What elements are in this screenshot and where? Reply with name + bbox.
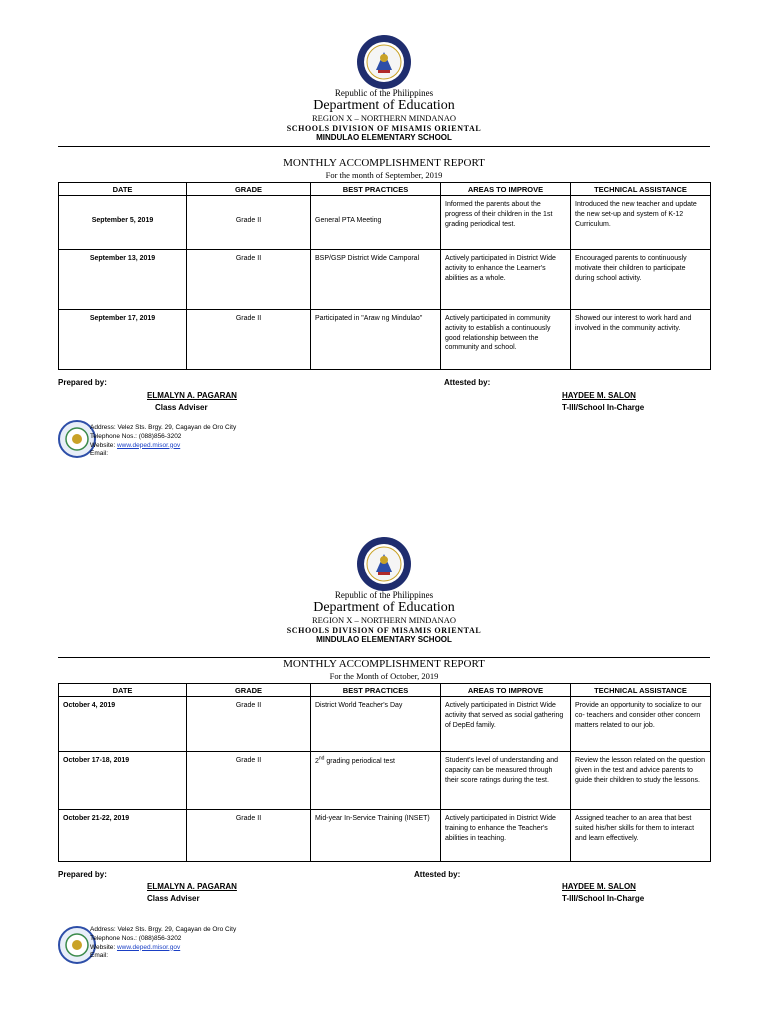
col-grade: GRADE <box>187 684 311 697</box>
cell-grade: Grade II <box>187 310 311 370</box>
division-line: SCHOOLS DIVISION OF MISAMIS ORIENTAL <box>286 626 482 636</box>
cell-practice <box>311 752 441 810</box>
division-line: SCHOOLS DIVISION OF MISAMIS ORIENTAL <box>286 124 482 134</box>
region-line: REGION X – NORTHERN MINDANAO <box>312 615 456 626</box>
website-line <box>90 442 236 451</box>
col-grade: GRADE <box>187 183 311 196</box>
cell-practice: District World Teacher's Day <box>311 697 441 752</box>
prepared-by-label: Prepared by: <box>58 378 107 387</box>
practice-number: 2nd grading periodical test <box>315 756 395 766</box>
letterhead <box>0 88 768 143</box>
address-line: Address: Velez Sts. Brgy. 29, Cagayan de Oro City <box>90 424 237 431</box>
prepared-name: ELMALYN A. PAGARAN <box>147 391 237 400</box>
cell-assist: Assigned teacher to an area that best suited his/her skills for them to interact and learn effectively. <box>571 810 711 862</box>
region-line: REGION X – NORTHERN MINDANAO <box>312 113 456 124</box>
table-row <box>59 810 711 862</box>
col-best-practices: BEST PRACTICES <box>311 684 441 697</box>
cell-date: September 5, 2019 <box>59 196 187 250</box>
prepared-name: ELMALYN A. PAGARAN <box>147 882 237 891</box>
deped-seal-icon <box>356 34 412 90</box>
table-header-row <box>59 183 711 196</box>
email-line: Email: <box>90 952 109 960</box>
telephone-line: Telephone Nos.: (088)856-3202 <box>90 934 182 942</box>
cell-assist: Provide an opportunity to socialize to our co- teachers and consider other concern matters related to our job. <box>571 697 711 752</box>
prepared-title: Class Adviser <box>155 403 208 412</box>
cell-improve: Actively participated in District Wide training to enhance the Teacher's abilities in teaching. <box>441 810 571 862</box>
cell-improve: Student's level of understanding and capacity can be measured through their score ratings during the test. <box>441 752 571 810</box>
republic-line: Republic of the Philippines <box>334 590 434 600</box>
department-line: Department of Education <box>313 98 455 114</box>
website-label: Website: <box>90 943 117 951</box>
report-table <box>58 182 711 370</box>
prepared-title: Class Adviser <box>147 894 200 903</box>
letterhead <box>0 590 768 645</box>
attested-by-label: Attested by: <box>444 378 491 387</box>
report-table <box>58 683 711 862</box>
deped-seal-icon <box>356 536 412 592</box>
col-technical-assistance: TECHNICAL ASSISTANCE <box>571 684 711 697</box>
prepared-by-label: Prepared by: <box>58 870 107 879</box>
cell-assist: Review the lesson related on the question given in the test and advice parents to guide their children to study the lessons. <box>571 752 711 810</box>
contact-block <box>90 926 236 961</box>
table-row <box>59 196 711 250</box>
cell-grade: Grade II <box>187 697 311 752</box>
cell-practice: Participated in "Araw ng Mindulao" <box>311 310 441 370</box>
cell-grade: Grade II <box>187 250 311 310</box>
col-areas-to-improve: AREAS TO IMPROVE <box>441 183 571 196</box>
table-header-row <box>59 684 711 697</box>
website-line <box>90 944 236 953</box>
cell-practice: General PTA Meeting <box>311 196 441 250</box>
republic-line: Republic of the Philippines <box>334 88 434 98</box>
attested-by-label: Attested by: <box>414 870 461 879</box>
cell-improve: Actively participated in District Wide activity that served as social gathering of DepEd family. <box>441 697 571 752</box>
cell-assist: Encouraged parents to continuously motivate their children to participate during school activity. <box>571 250 711 310</box>
attested-title: T-III/School In-Charge <box>562 894 645 903</box>
contact-block <box>90 424 236 459</box>
email-line: Email: <box>90 450 109 458</box>
attested-name: HAYDEE M. SALON <box>562 391 636 400</box>
table-row <box>59 250 711 310</box>
cell-practice: Mid-year In-Service Training (INSET) <box>311 810 441 862</box>
ordinal-suffix: nd <box>318 756 325 762</box>
website-link[interactable]: www.deped.misor.gov <box>116 441 181 449</box>
cell-date: October 21-22, 2019 <box>59 810 187 862</box>
attested-name: HAYDEE M. SALON <box>562 882 636 891</box>
col-date: DATE <box>59 684 187 697</box>
table-row <box>59 752 711 810</box>
school-line: MINDULAO ELEMENTARY SCHOOL <box>316 635 452 645</box>
cell-improve: Actively participated in community activity to establish a continuously good relationship between the community and school. <box>441 310 571 370</box>
report-title: MONTHLY ACCOMPLISHMENT REPORT <box>283 658 485 670</box>
school-line: MINDULAO ELEMENTARY SCHOOL <box>316 133 452 143</box>
cell-grade: Grade II <box>187 752 311 810</box>
report-subtitle: For the month of September, 2019 <box>325 170 443 180</box>
address-line: Address: Velez Sts. Brgy. 29, Cagayan de Oro City <box>90 926 237 933</box>
cell-date: September 17, 2019 <box>59 310 187 370</box>
department-line: Department of Education <box>313 600 455 616</box>
attested-title: T-III/School In-Charge <box>562 403 645 412</box>
cell-grade: Grade II <box>187 196 311 250</box>
cell-date: October 17-18, 2019 <box>59 752 187 810</box>
cell-improve: Actively participated in District Wide activity to enhance the Learner's abilities as a whole. <box>441 250 571 310</box>
cell-date: September 13, 2019 <box>59 250 187 310</box>
col-date: DATE <box>59 183 187 196</box>
header-rule <box>58 146 710 147</box>
col-technical-assistance: TECHNICAL ASSISTANCE <box>571 183 711 196</box>
report-subtitle: For the Month of October, 2019 <box>329 671 439 681</box>
cell-practice: BSP/GSP District Wide Camporal <box>311 250 441 310</box>
col-areas-to-improve: AREAS TO IMPROVE <box>441 684 571 697</box>
telephone-line: Telephone Nos.: (088)856-3202 <box>90 432 182 440</box>
cell-assist: Introduced the new teacher and update the new set-up and system of K-12 Curriculum. <box>571 196 711 250</box>
cell-improve: Informed the parents about the progress of their children in the 1st grading periodical test. <box>441 196 571 250</box>
website-link[interactable]: www.deped.misor.gov <box>116 943 181 951</box>
table-row <box>59 310 711 370</box>
cell-date: October 4, 2019 <box>59 697 187 752</box>
col-best-practices: BEST PRACTICES <box>311 183 441 196</box>
cell-assist: Showed our interest to work hard and involved in the community activity. <box>571 310 711 370</box>
cell-grade: Grade II <box>187 810 311 862</box>
website-label: Website: <box>90 441 117 449</box>
report-title: MONTHLY ACCOMPLISHMENT REPORT <box>283 157 485 169</box>
table-row <box>59 697 711 752</box>
